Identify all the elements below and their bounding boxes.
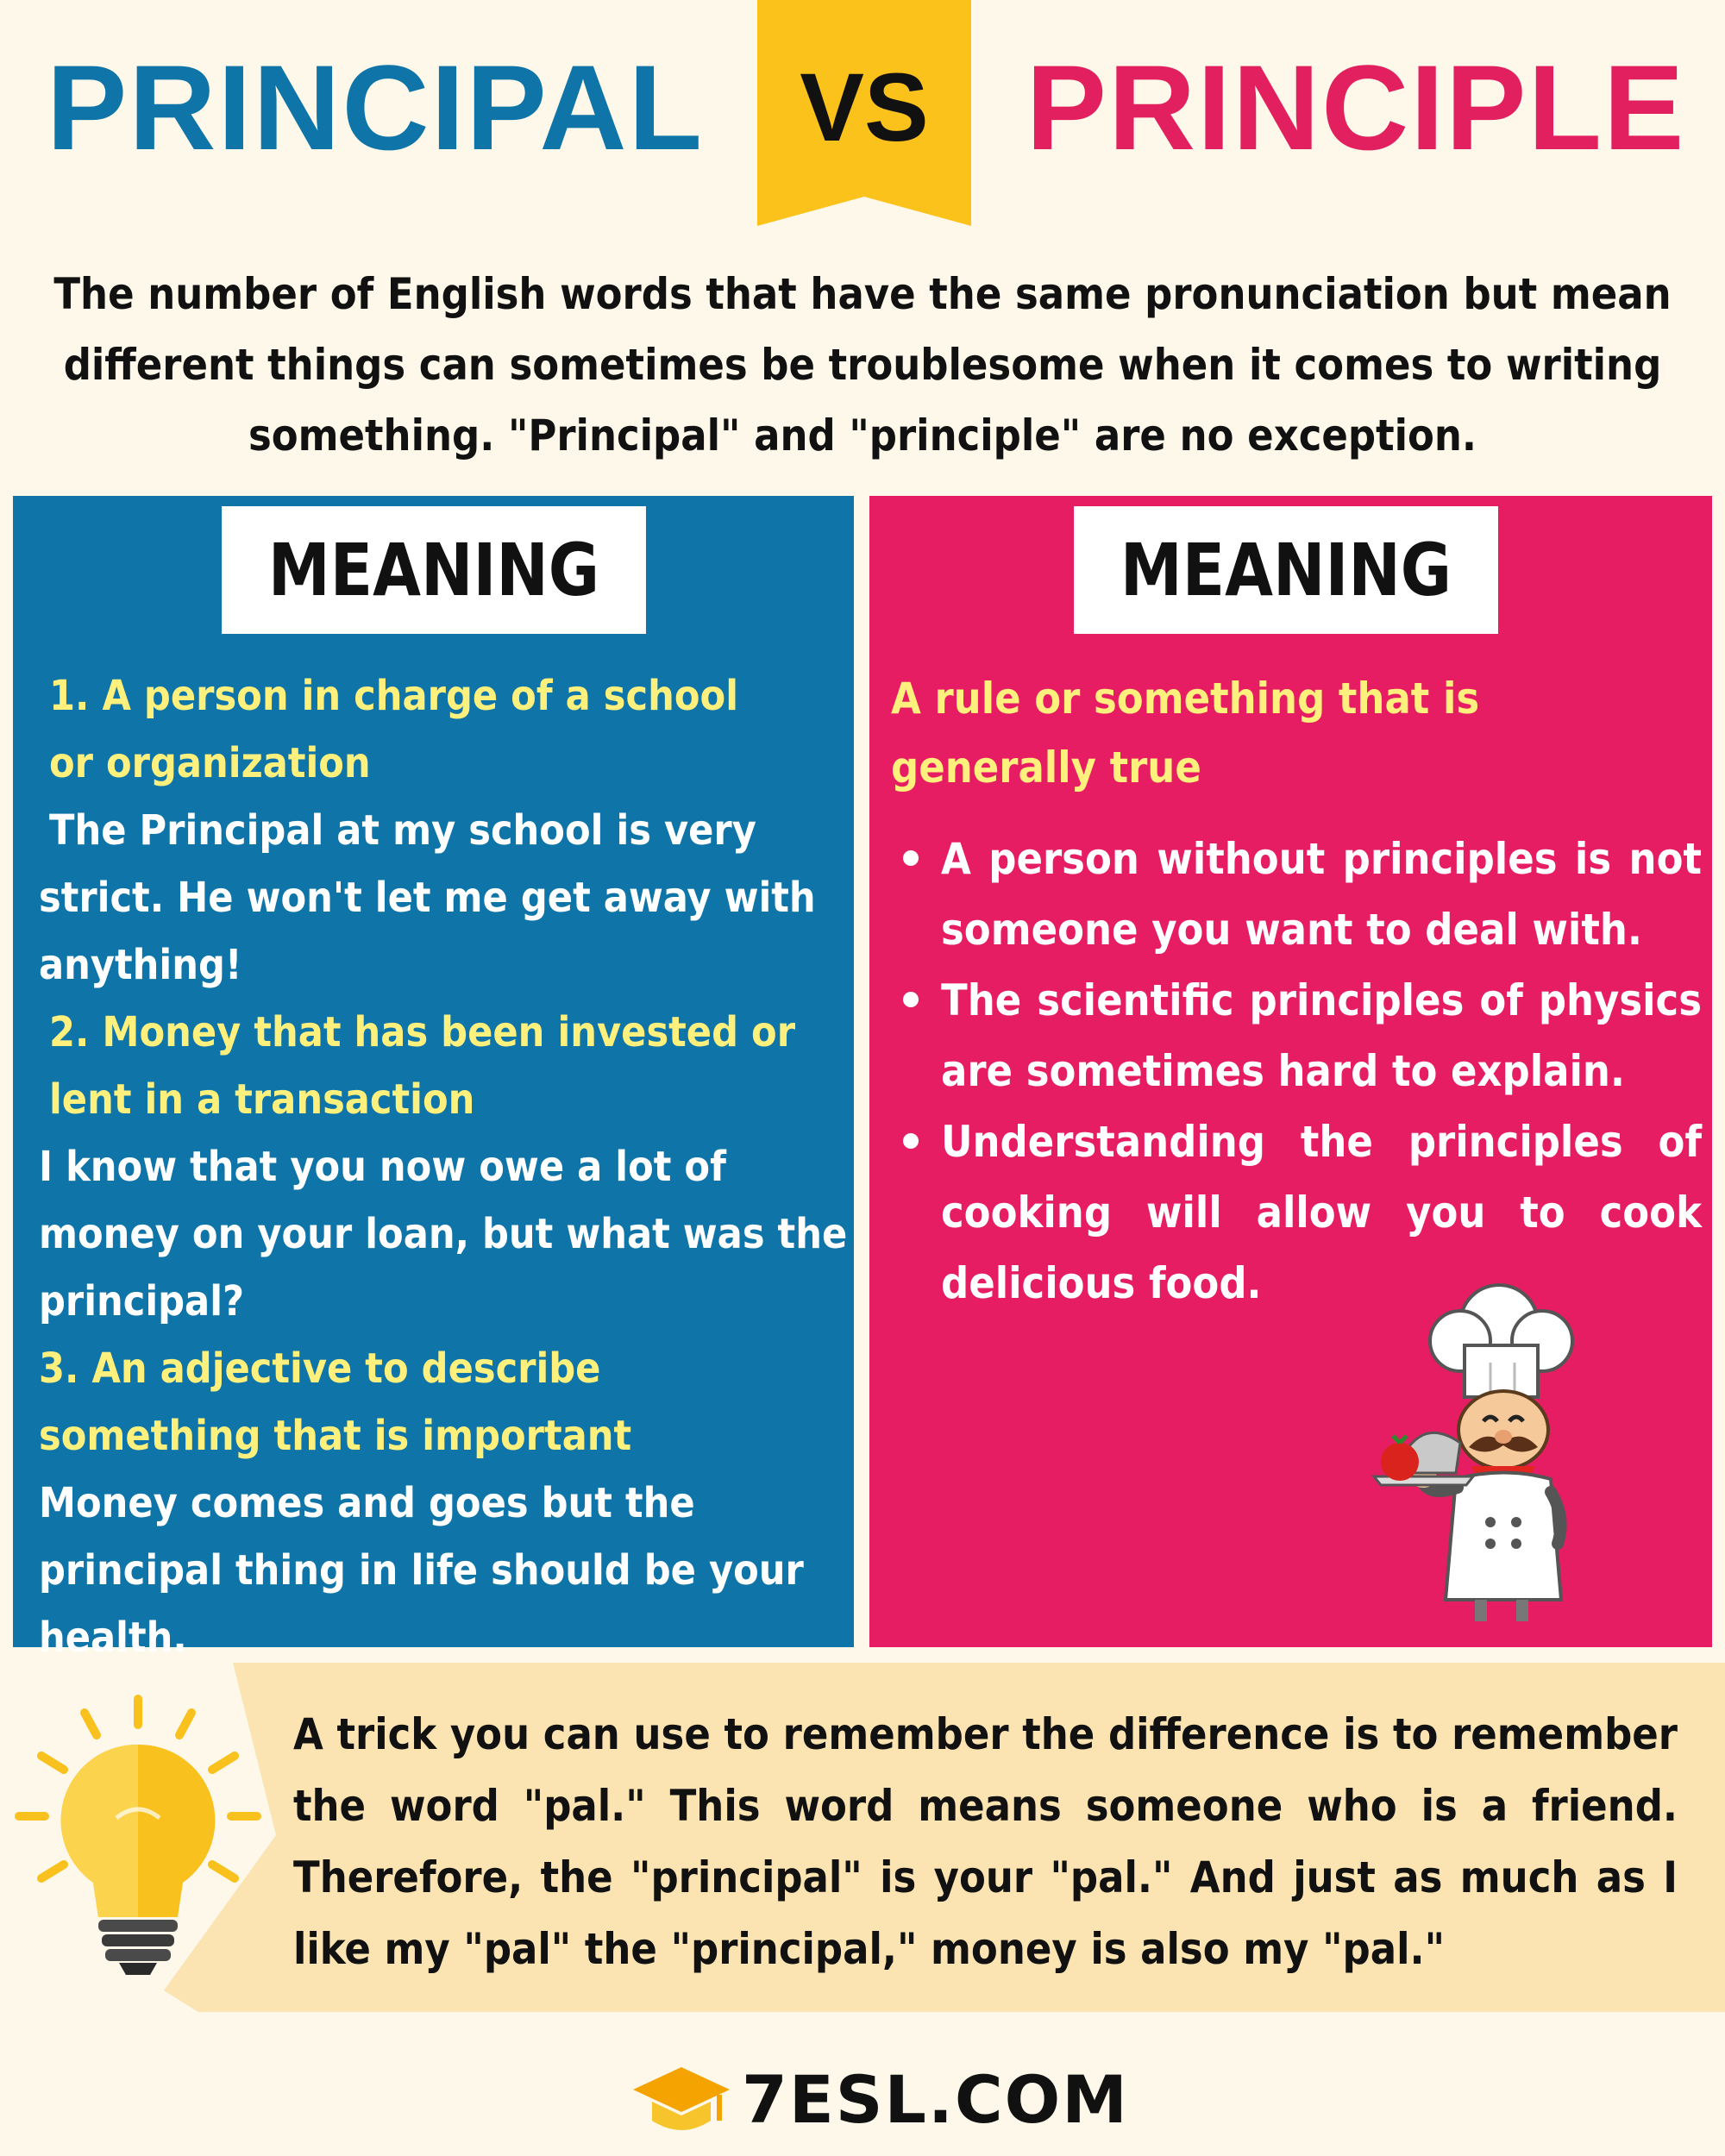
principal-meaning-heading: MEANING [222, 506, 646, 634]
intro-text: The number of English words that have the same pronunciation but mean different things can sometimes be troublesome when it comes to writing something. "Principal" and "principle" are no exception. [53, 269, 1672, 461]
principal-definition-1 [39, 662, 850, 999]
graduation-cap-logo-icon [630, 2057, 733, 2143]
vs-label: VS [800, 53, 929, 161]
bullet-icon [903, 992, 919, 1007]
site-logo [630, 2057, 1129, 2143]
vs-badge [757, 0, 971, 226]
light-bulb-icon [9, 1689, 285, 1982]
definition-title: 3. An adjective to describe something that is important [39, 1344, 632, 1460]
definition-example: The Principal at my school is very strict. He won't let me get away with anything! [39, 806, 816, 989]
bullet-icon [903, 1133, 919, 1149]
definition-example: I know that you now owe a lot of money on your loan, but what was the principal? [39, 1143, 848, 1326]
principal-definition-3 [39, 1335, 850, 1671]
principle-example-2: The scientific principles of physics are sometimes hard to explain. [900, 965, 1702, 1106]
title-principle: PRINCIPLE [1026, 40, 1686, 175]
bullet-icon [903, 850, 919, 866]
principle-meaning-heading: MEANING [1074, 506, 1498, 634]
principle-example-3: Understanding the principles of cooking will allow you to cook delicious food. [900, 1106, 1702, 1319]
definition-title: 2. Money that has been invested or lent in a transaction [49, 1008, 796, 1124]
principle-definition: A rule or something that is generally true [891, 674, 1480, 793]
memory-tip-text: A trick you can use to remember the difference is to remember the word "pal." This word means someone who is a friend. Therefore, the "principal" is your "pal." And just as much as I like my "pal" the "principal," money is also my "pal." [293, 1709, 1678, 1974]
chef-illustration [1361, 1276, 1646, 1621]
principal-definition-2 [39, 999, 850, 1335]
definition-title: 1. A person in charge of a school or organization [49, 672, 738, 787]
definition-example: Money comes and goes but the principal thing in life should be your health. [39, 1479, 804, 1662]
tip-band [0, 1663, 1725, 2012]
principle-panel [869, 496, 1712, 1647]
title-principal: PRINCIPAL [46, 40, 705, 175]
logo-text: 7ESL.COM [742, 2061, 1129, 2138]
principle-examples [900, 824, 1702, 1319]
principle-example-1: A person without principles is not someone you want to deal with. [900, 824, 1702, 965]
